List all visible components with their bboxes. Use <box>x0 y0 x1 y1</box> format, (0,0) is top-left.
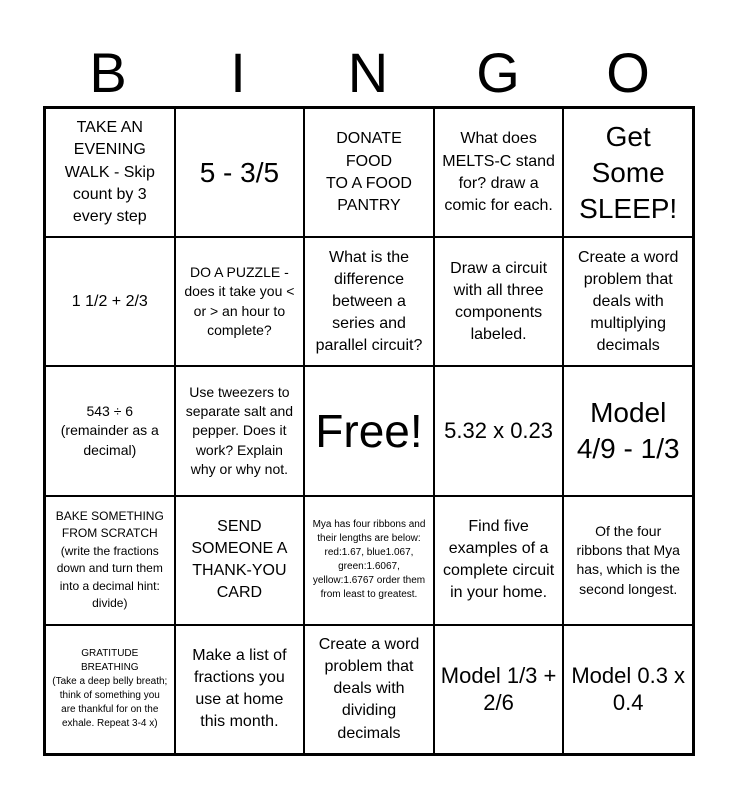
bingo-cell-text: 1 1/2 + 2/3 <box>71 292 148 310</box>
bingo-cell[interactable] <box>304 625 434 754</box>
header-letter: N <box>347 41 389 104</box>
bingo-cell[interactable] <box>304 237 434 366</box>
bingo-cell-text: Model 1/3 + 2/6 <box>440 662 557 716</box>
bingo-cell-text: SEND SOMEONE A THANK-YOU CARD <box>191 518 288 602</box>
bingo-cell[interactable] <box>563 366 693 495</box>
bingo-cell-text: Of the four ribbons that Mya has, which is the second longest. <box>576 522 680 597</box>
bingo-cell[interactable] <box>45 237 175 366</box>
bingo-header <box>43 40 693 106</box>
bingo-cell[interactable] <box>563 237 693 366</box>
bingo-cell-text: Mya has four ribbons and their lengths are below: red:1.67, blue1.067, green:1.6067, yellow:1.6767 order them from least to greatest. <box>312 519 426 601</box>
bingo-cell-text: Create a word problem that deals with multiplying decimals <box>577 248 679 354</box>
bingo-cell[interactable] <box>45 625 175 754</box>
bingo-cell[interactable] <box>304 108 434 237</box>
bingo-cell-text: What is the difference between a series and parallel circuit? <box>315 248 423 354</box>
bingo-cell-text: DONATE FOOD TO A FOOD PANTRY <box>326 130 412 214</box>
bingo-cell-text: 5 - 3/5 <box>199 156 280 188</box>
bingo-cell-text: Make a list of fractions you use at home this month. <box>192 647 287 731</box>
bingo-cell[interactable] <box>175 237 305 366</box>
bingo-cell[interactable] <box>175 366 305 495</box>
bingo-cell[interactable] <box>304 366 434 495</box>
bingo-cell-text: Get Some SLEEP! <box>579 120 678 224</box>
bingo-cell[interactable] <box>434 237 564 366</box>
bingo-cell-text: GRATITUDE BREATHING (Take a deep belly breath; think of something you are thankful for on the exhale. Repeat 3-4 x) <box>52 648 168 730</box>
bingo-cell[interactable] <box>563 496 693 625</box>
bingo-cell-text: 5.32 x 0.23 <box>444 418 554 444</box>
bingo-cell[interactable] <box>45 496 175 625</box>
bingo-cell-text: Create a word problem that deals with dividing decimals <box>318 636 420 742</box>
bingo-cell[interactable] <box>434 366 564 495</box>
bingo-cell-text: What does MELTS-C stand for? draw a comic for each. <box>442 130 555 214</box>
bingo-cell-text: BAKE SOMETHING FROM SCRATCH (write the fractions down and turn them into a decimal hint: divide) <box>55 509 164 610</box>
bingo-cell-text: 543 ÷ 6 (remainder as a decimal) <box>60 403 159 458</box>
header-letter: B <box>89 41 127 104</box>
bingo-cell[interactable] <box>563 108 693 237</box>
bingo-cell[interactable] <box>45 366 175 495</box>
bingo-cell-text: Free! <box>315 404 423 457</box>
bingo-cell[interactable] <box>434 625 564 754</box>
header-letter: I <box>230 41 246 104</box>
bingo-cell[interactable] <box>175 625 305 754</box>
header-letter: G <box>476 41 520 104</box>
bingo-cell-text: Find five examples of a complete circuit in your home. <box>443 518 555 602</box>
bingo-grid <box>43 106 695 756</box>
bingo-cell-text: TAKE AN EVENING WALK - Skip count by 3 every step <box>64 119 155 225</box>
bingo-cell[interactable] <box>563 625 693 754</box>
bingo-cell-text: Model 4/9 - 1/3 <box>576 397 680 464</box>
bingo-cell-text: Use tweezers to separate salt and pepper. Does it work? Explain why or why not. <box>185 383 294 477</box>
bingo-cell-text: Model 0.3 x 0.4 <box>571 662 686 716</box>
bingo-cell[interactable] <box>175 108 305 237</box>
bingo-cell[interactable] <box>304 496 434 625</box>
bingo-cell-text: DO A PUZZLE - does it take you < or > an hour to complete? <box>184 264 295 339</box>
bingo-cell[interactable] <box>45 108 175 237</box>
bingo-cell-text: Draw a circuit with all three components labeled. <box>450 259 548 343</box>
bingo-cell[interactable] <box>434 496 564 625</box>
header-letter: O <box>606 41 650 104</box>
bingo-cell[interactable] <box>434 108 564 237</box>
bingo-cell[interactable] <box>175 496 305 625</box>
